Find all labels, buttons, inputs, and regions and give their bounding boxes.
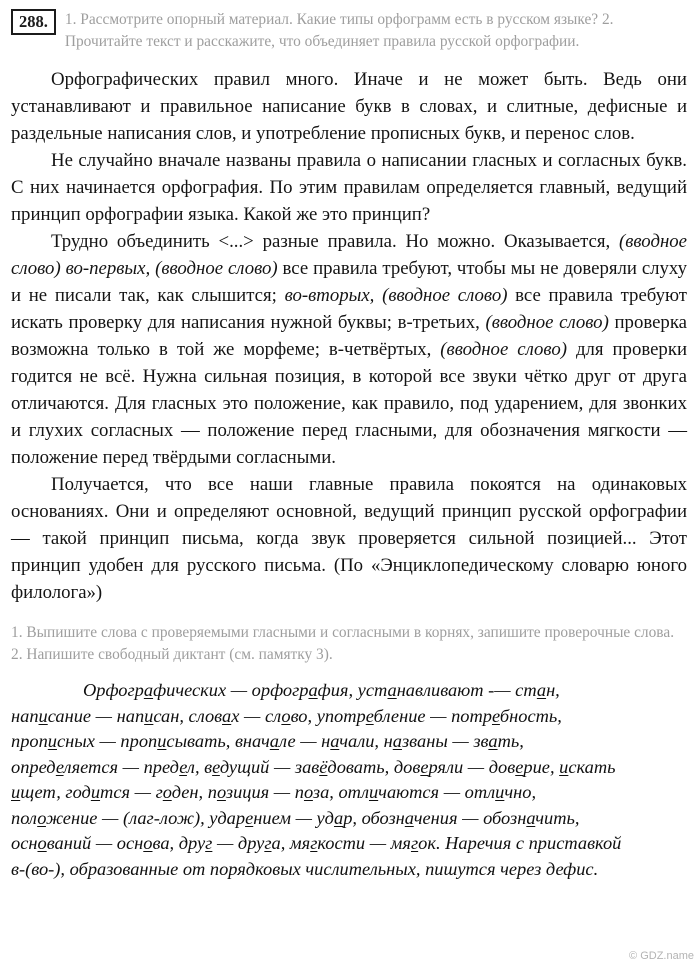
answer-line: ищет, годится — годен, позиция — поза, отличаются — отлично, xyxy=(11,782,537,802)
answer-line: оснований — основа, друг — друга, мягкости — мягок. Наречия с приставкой xyxy=(11,833,622,853)
answer-line: прописных — прописывать, вначале — начали, названы — звать, xyxy=(11,731,524,751)
answer-line: Орфографических — орфография, устанавливают -— стан, xyxy=(83,680,560,700)
exercise-number: 288. xyxy=(11,9,56,35)
task-header xyxy=(11,9,687,53)
paragraph: Получается, что все наши главные правила покоятся на одинаковых основаниях. Они и определяют основной, ведущий принцип русской орфографии — такой принцип письма, когда звук проверяется сильной позицией... Этот принцип удобен для русского письма. (По «Энциклопедическому словарю юного филолога») xyxy=(11,474,687,603)
answer-line: положение — (лаг-лож), ударением — удар, обозначения — обозначить, xyxy=(11,807,580,828)
answer-block xyxy=(11,678,687,882)
paragraph: Орфографических правил много. Иначе и не может быть. Ведь они устанавливают и правильное написание букв в словах, и слитные, дефисные и раздельные написания слов, и употребление прописных букв, и перенос слов. xyxy=(11,69,687,144)
exercise-text xyxy=(11,66,687,606)
answer-line: определяется — предел, ведущий — завёдовать, доверяли — доверие, искать xyxy=(11,756,616,777)
answer-line: в-(во-), образованные от порядковых числительных, пишутся через дефис. xyxy=(11,858,599,879)
answer-line: написание — написан, словах — слово, употребление — потребность, xyxy=(11,705,562,726)
watermark: © GDZ.name xyxy=(629,950,694,962)
task-instructions-bottom: 1. Выпишите слова с проверяемыми гласными и согласными в корнях, запишите проверочные слова. 2. Напишите свободный диктант (см. памятку 3). xyxy=(11,624,675,663)
paragraph: Не случайно вначале названы правила о написании гласных и согласных букв. С них начинается орфография. По этим правилам определяется главный, ведущий принцип орфографии языка. Какой же это принцип? xyxy=(11,150,687,225)
paragraph: Трудно объединить <...> разные правила. Но можно. Оказывается, (вводное слово) во-первых, (вводное слово) все правила требуют, чтобы мы не доверяли слуху и не писали так, как слышится; во-вторых, (вводное слово) все правила требуют искать проверку для написания нужной буквы; в-третьих, (вводное слово) проверка возможна только в той же морфеме; в-четвёртых, (вводное слово) для проверки годится не всё. Нужна сильная позиция, в которой все звуки чётко друг от друга отличаются. Для гласных это положение, как правило, под ударением, для звонких и глухих согласных — положение перед гласными, для обозначения мягкости — положение перед твёрдыми согласными. xyxy=(11,231,688,468)
task-instructions-top: 1. Рассмотрите опорный материал. Какие типы орфограмм есть в русском языке? 2. Прочитайте текст и расскажите, что объединяет правила русской орфографии. xyxy=(64,11,614,50)
